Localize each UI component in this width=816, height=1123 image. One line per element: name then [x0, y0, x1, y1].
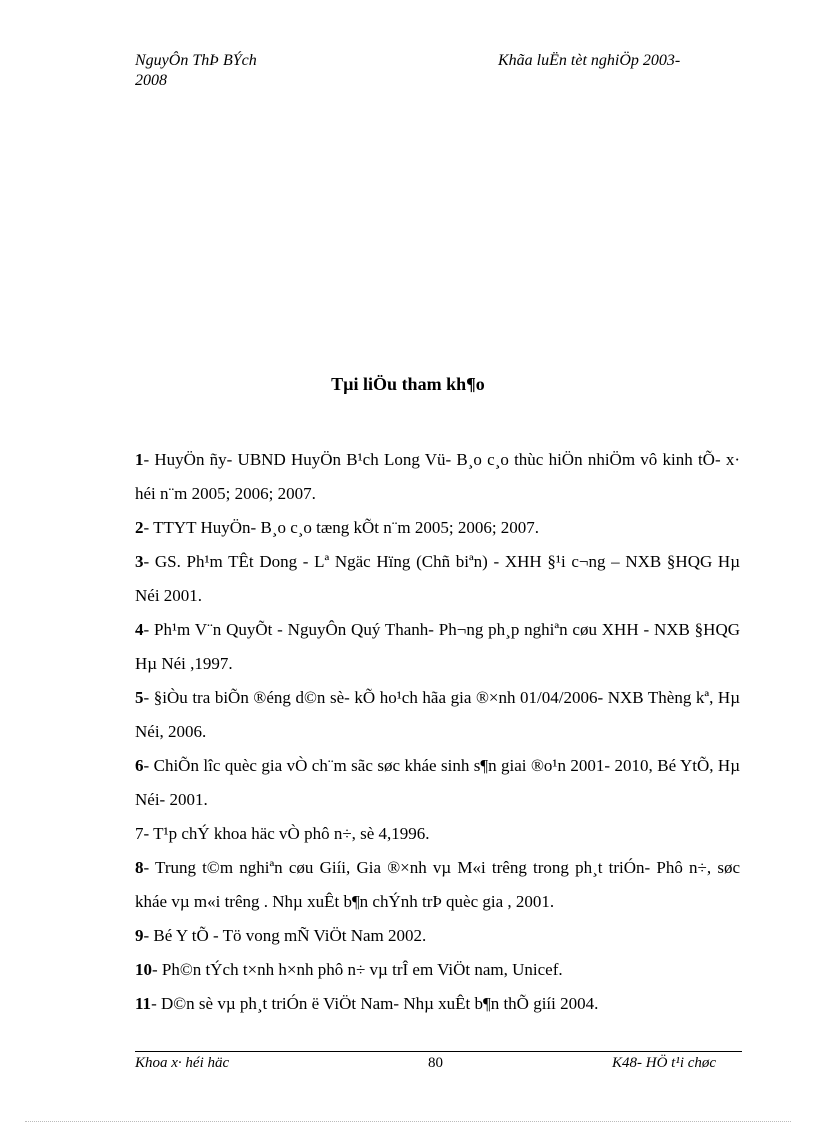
- page-edge-divider: [25, 1121, 791, 1122]
- reference-text: - Ph©n tÝch t×nh h×nh phô n÷ vµ trÎ em ViÖt nam, Unicef.: [152, 960, 563, 979]
- reference-text: - GS. Ph¹m TÊt Dong - Lª Ngäc Hïng (Chñ biªn) - XHH §¹i c¬ng – NXB §HQG Hµ Néi 2001.: [135, 552, 740, 605]
- reference-item: [135, 613, 740, 681]
- footer-divider: [135, 1051, 742, 1052]
- reference-item: [135, 817, 740, 851]
- reference-item: [135, 987, 740, 1021]
- header-author: NguyÔn ThÞ BÝch: [135, 52, 257, 69]
- reference-number: 4: [135, 620, 144, 639]
- reference-number: 3: [135, 552, 144, 571]
- reference-text: - Ph¹m V¨n QuyÕt - NguyÔn Quý Thanh- Ph¬ng ph¸p nghiªn cøu XHH - NXB §HQG Hµ Néi ,1997.: [135, 620, 740, 673]
- reference-item: [135, 851, 740, 919]
- reference-item: [135, 953, 740, 987]
- reference-text: - T¹p chÝ khoa häc vÒ phô n÷, sè 4,1996.: [143, 824, 430, 843]
- reference-list: [135, 443, 740, 1021]
- reference-number: 11: [135, 994, 152, 1013]
- page-number: 80: [428, 1055, 443, 1071]
- reference-text: - D©n sè vµ ph¸t triÓn ë ViÖt Nam- Nhµ xuÊt b¶n thÕ giíi 2004.: [151, 994, 599, 1013]
- reference-number: 7: [135, 824, 144, 843]
- reference-number: 8: [135, 858, 144, 877]
- reference-text: - ChiÕn lîc quèc gia vÒ ch¨m sãc søc kháe sinh s¶n giai ®o¹n 2001- 2010, Bé YtÕ, Hµ Néi- 2001.: [135, 756, 740, 809]
- header-thesis-title: Khãa luËn tèt nghiÖp 2003-: [498, 52, 681, 69]
- reference-number: 10: [135, 960, 152, 979]
- reference-text: - Bé Y tÕ - Tö vong mÑ ViÖt Nam 2002.: [143, 926, 427, 945]
- reference-item: [135, 749, 740, 817]
- page-title: Tµi liÖu tham kh¶o: [331, 374, 485, 394]
- header-year: 2008: [135, 72, 167, 89]
- reference-number: 5: [135, 688, 144, 707]
- reference-text: - §iÒu tra biÕn ®éng d©n sè- kÕ ho¹ch hãa gia ®×nh 01/04/2006- NXB Thèng kª, Hµ Néi, 2006.: [135, 688, 740, 741]
- reference-text: - Trung t©m nghiªn cøu Giíi, Gia ®×nh vµ M«i trêng trong ph¸t triÓn- Phô n÷, søc kháe vµ m«i trêng . Nhµ xuÊt b¶n chÝnh trÞ quèc gia , 2001.: [135, 858, 740, 911]
- footer-class: K48- HÖ t¹i chøc: [612, 1055, 717, 1071]
- reference-item: [135, 511, 740, 545]
- reference-item: [135, 443, 740, 511]
- reference-number: 6: [135, 756, 144, 775]
- reference-item: [135, 681, 740, 749]
- reference-number: 1: [135, 450, 144, 469]
- reference-number: 2: [135, 518, 144, 537]
- reference-text: - HuyÖn ñy- UBND HuyÖn B¹ch Long Vü- B¸o c¸o thùc hiÖn nhiÖm vô kinh tÕ- x· héi n¨m 2005; 2006; 2007.: [135, 450, 740, 503]
- reference-number: 9: [135, 926, 144, 945]
- reference-item: [135, 919, 740, 953]
- reference-item: [135, 545, 740, 613]
- reference-text: - TTYT HuyÖn- B¸o c¸o tæng kÕt n¨m 2005; 2006; 2007.: [143, 518, 540, 537]
- footer-faculty: Khoa x· héi häc: [135, 1055, 230, 1071]
